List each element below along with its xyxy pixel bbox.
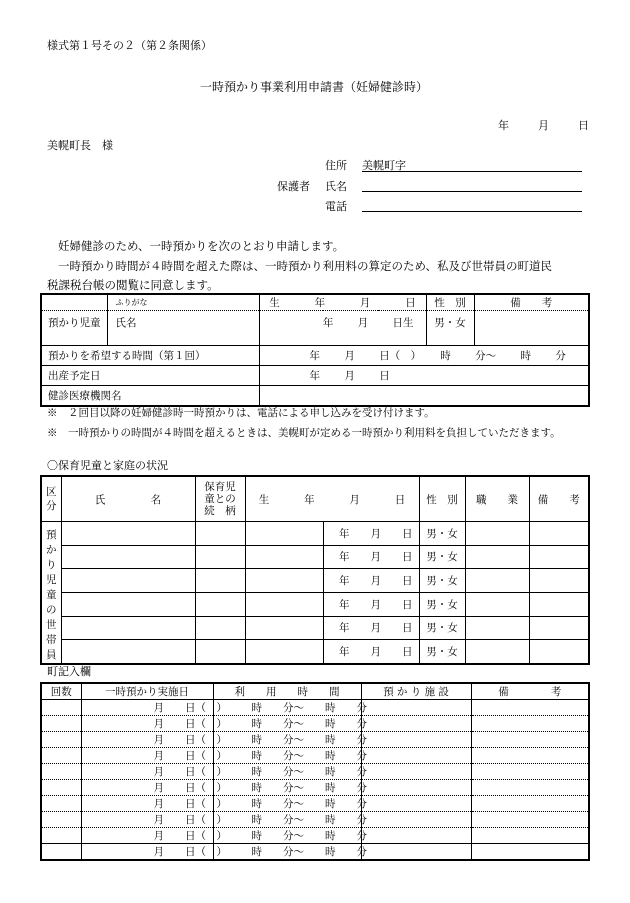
town-row-remarks[interactable] <box>471 812 589 828</box>
member-relation[interactable] <box>195 545 245 569</box>
member-birth-blank[interactable] <box>245 592 323 616</box>
remarks-header-household: 備 考 <box>529 476 589 522</box>
member-name[interactable] <box>61 616 195 640</box>
town-row-count[interactable] <box>41 780 81 796</box>
town-row-remarks[interactable] <box>471 732 589 748</box>
town-header-remarks: 備 考 <box>471 683 589 700</box>
town-row-remarks[interactable] <box>471 716 589 732</box>
member-birthdate[interactable]: 年 月 日 <box>323 640 419 664</box>
member-relation[interactable] <box>195 569 245 593</box>
date-year: 年 <box>498 119 509 132</box>
time-label: 預かりを希望する時間（第１回） <box>41 346 259 366</box>
town-row-facility[interactable] <box>361 764 471 780</box>
due-date-field[interactable]: 年 月 日 <box>259 366 589 386</box>
clinic-field[interactable] <box>259 386 589 407</box>
body-paragraph-1: 妊婦健診のため、一時預かりを次のとおり申請します。 <box>58 239 345 253</box>
due-date-label: 出産予定日 <box>41 366 259 386</box>
town-row-time[interactable]: 時 分～ 時 分 <box>213 780 361 796</box>
birth-header-household: 生 年 月 日 <box>245 476 419 522</box>
town-row-date[interactable]: 月 日（ ） <box>81 844 213 861</box>
town-row-facility[interactable] <box>361 716 471 732</box>
guardian-name-field[interactable] <box>362 191 582 192</box>
town-row-date[interactable]: 月 日（ ） <box>81 716 213 732</box>
town-row-facility[interactable] <box>361 844 471 861</box>
clinic-label: 健診医療機関名 <box>41 386 259 407</box>
member-remarks[interactable] <box>529 545 589 569</box>
town-row-time[interactable]: 時 分～ 時 分 <box>213 796 361 812</box>
member-birth-blank[interactable] <box>245 522 323 546</box>
member-birthdate[interactable]: 年 月 日 <box>323 592 419 616</box>
town-row-date[interactable]: 月 日（ ） <box>81 700 213 716</box>
child-remarks[interactable] <box>474 311 589 346</box>
member-birthdate[interactable]: 年 月 日 <box>323 616 419 640</box>
addressee: 美幌町長 様 <box>47 139 113 152</box>
form-title: 一時預かり事業利用申請書（妊婦健診時） <box>200 80 429 94</box>
member-relation[interactable] <box>195 616 245 640</box>
member-relation[interactable] <box>195 640 245 664</box>
member-birthdate[interactable]: 年 月 日 <box>323 569 419 593</box>
guardian-label: 保護者 <box>277 180 310 193</box>
town-row-remarks[interactable] <box>471 780 589 796</box>
member-job[interactable] <box>465 522 529 546</box>
town-row-count[interactable] <box>41 732 81 748</box>
date-line <box>498 117 589 133</box>
member-remarks[interactable] <box>529 522 589 546</box>
town-row-date[interactable]: 月 日（ ） <box>81 732 213 748</box>
body-paragraph-2-line2: 税課税台帳の閲覧に同意します。 <box>47 278 219 292</box>
child-birthdate[interactable]: 年 月 日生 <box>259 311 426 346</box>
town-row-time[interactable]: 時 分～ 時 分 <box>213 700 361 716</box>
household-side-label: 預 か り 児 童 の 世 帯 員 <box>41 522 61 665</box>
job-header: 職 業 <box>465 476 529 522</box>
town-table <box>40 682 590 861</box>
address-field[interactable] <box>362 171 582 172</box>
town-row-count[interactable] <box>41 796 81 812</box>
town-row-facility[interactable] <box>361 700 471 716</box>
town-row-date[interactable]: 月 日（ ） <box>81 764 213 780</box>
member-relation[interactable] <box>195 522 245 546</box>
date-day: 日 <box>578 119 589 132</box>
town-row-count[interactable] <box>41 812 81 828</box>
form-code: 様式第１号その２（第２条関係） <box>47 39 212 52</box>
remarks-header: 備 考 <box>474 294 589 311</box>
town-section-title: 町記入欄 <box>47 665 91 678</box>
member-name[interactable] <box>61 569 195 593</box>
name-header: 氏 名 <box>61 476 195 522</box>
town-row-facility[interactable] <box>361 780 471 796</box>
town-row-count[interactable] <box>41 844 81 861</box>
town-row-facility[interactable] <box>361 828 471 844</box>
town-row-date[interactable]: 月 日（ ） <box>81 812 213 828</box>
note-1: ※ ２回目以降の妊婦健診時一時預かりは、電話による申し込みを受け付けます。 <box>47 407 435 419</box>
town-header-count: 回数 <box>41 683 81 700</box>
note-2: ※ 一時預かりの時間が４時間を超えるときは、美幌町が定める一時預かり利用料を負担していただきます。 <box>47 427 561 439</box>
town-header-facility: 預 か り 施 設 <box>361 683 471 700</box>
member-name[interactable] <box>61 640 195 664</box>
furigana-label: ふりがな <box>107 294 259 311</box>
child-label: 預かり児童 <box>41 311 107 346</box>
town-row-facility[interactable] <box>361 812 471 828</box>
member-name[interactable] <box>61 592 195 616</box>
member-sex[interactable]: 男・女 <box>419 640 465 664</box>
time-field[interactable]: 年 月 日（ ） 時 分～ 時 分 <box>259 346 589 366</box>
town-row-count[interactable] <box>41 828 81 844</box>
town-row-time[interactable]: 時 分～ 時 分 <box>213 828 361 844</box>
town-row-facility[interactable] <box>361 748 471 764</box>
member-sex[interactable]: 男・女 <box>419 522 465 546</box>
body-paragraph-2-line1: 一時預かり時間が４時間を超えた際は、一時預かり利用料の算定のため、私及び世帯員の町道民 <box>58 259 553 273</box>
member-remarks[interactable] <box>529 616 589 640</box>
town-row-date[interactable]: 月 日（ ） <box>81 748 213 764</box>
member-remarks[interactable] <box>529 569 589 593</box>
town-row-remarks[interactable] <box>471 700 589 716</box>
town-row-remarks[interactable] <box>471 748 589 764</box>
phone-field[interactable] <box>362 211 582 212</box>
member-sex[interactable]: 男・女 <box>419 545 465 569</box>
kubun-header: 区 分 <box>41 476 61 522</box>
member-job[interactable] <box>465 616 529 640</box>
town-header-time: 利 用 時 間 <box>213 683 361 700</box>
date-month: 月 <box>538 119 549 132</box>
member-birthdate[interactable]: 年 月 日 <box>323 545 419 569</box>
town-row-time[interactable]: 時 分～ 時 分 <box>213 716 361 732</box>
member-birth-blank[interactable] <box>245 640 323 664</box>
member-job[interactable] <box>465 569 529 593</box>
town-row-time[interactable]: 時 分～ 時 分 <box>213 844 361 861</box>
address-label: 住所 <box>325 159 347 172</box>
child-sex[interactable]: 男・女 <box>426 311 474 346</box>
member-remarks[interactable] <box>529 640 589 664</box>
member-birth-blank[interactable] <box>245 569 323 593</box>
member-relation[interactable] <box>195 592 245 616</box>
member-name[interactable] <box>61 522 195 546</box>
household-table <box>40 475 590 665</box>
address-prefill: 美幌町字 <box>362 159 406 172</box>
member-name[interactable] <box>61 545 195 569</box>
town-row-date[interactable]: 月 日（ ） <box>81 796 213 812</box>
town-row-time[interactable]: 時 分～ 時 分 <box>213 732 361 748</box>
member-sex[interactable]: 男・女 <box>419 616 465 640</box>
town-row-date[interactable]: 月 日（ ） <box>81 828 213 844</box>
member-sex[interactable]: 男・女 <box>419 592 465 616</box>
member-sex[interactable]: 男・女 <box>419 569 465 593</box>
member-birth-blank[interactable] <box>245 616 323 640</box>
town-row-time[interactable]: 時 分～ 時 分 <box>213 764 361 780</box>
town-row-remarks[interactable] <box>471 796 589 812</box>
town-row-count[interactable] <box>41 748 81 764</box>
household-section-title: 〇保育児童と家庭の状況 <box>47 459 168 472</box>
sex-header-household: 性 別 <box>419 476 465 522</box>
member-job[interactable] <box>465 640 529 664</box>
town-row-date[interactable]: 月 日（ ） <box>81 780 213 796</box>
town-row-count[interactable] <box>41 700 81 716</box>
town-row-remarks[interactable] <box>471 764 589 780</box>
town-header-date: 一時預かり実施日 <box>81 683 213 700</box>
town-row-time[interactable]: 時 分～ 時 分 <box>213 812 361 828</box>
town-row-facility[interactable] <box>361 796 471 812</box>
guardian-name-label: 氏名 <box>325 180 347 193</box>
member-job[interactable] <box>465 545 529 569</box>
birth-header: 生 年 月 日 <box>259 294 426 311</box>
town-row-remarks[interactable] <box>471 844 589 861</box>
sex-header: 性 別 <box>426 294 474 311</box>
town-row-facility[interactable] <box>361 732 471 748</box>
member-job[interactable] <box>465 592 529 616</box>
relation-header: 保育児 童との 続 柄 <box>195 476 245 522</box>
member-remarks[interactable] <box>529 592 589 616</box>
town-row-remarks[interactable] <box>471 828 589 844</box>
town-row-time[interactable]: 時 分～ 時 分 <box>213 748 361 764</box>
child-name-label[interactable]: 氏名 <box>107 311 259 346</box>
applicant-table <box>40 293 590 407</box>
town-row-count[interactable] <box>41 716 81 732</box>
member-birth-blank[interactable] <box>245 545 323 569</box>
member-birthdate[interactable]: 年 月 日 <box>323 522 419 546</box>
phone-label: 電話 <box>325 200 347 213</box>
town-row-count[interactable] <box>41 764 81 780</box>
